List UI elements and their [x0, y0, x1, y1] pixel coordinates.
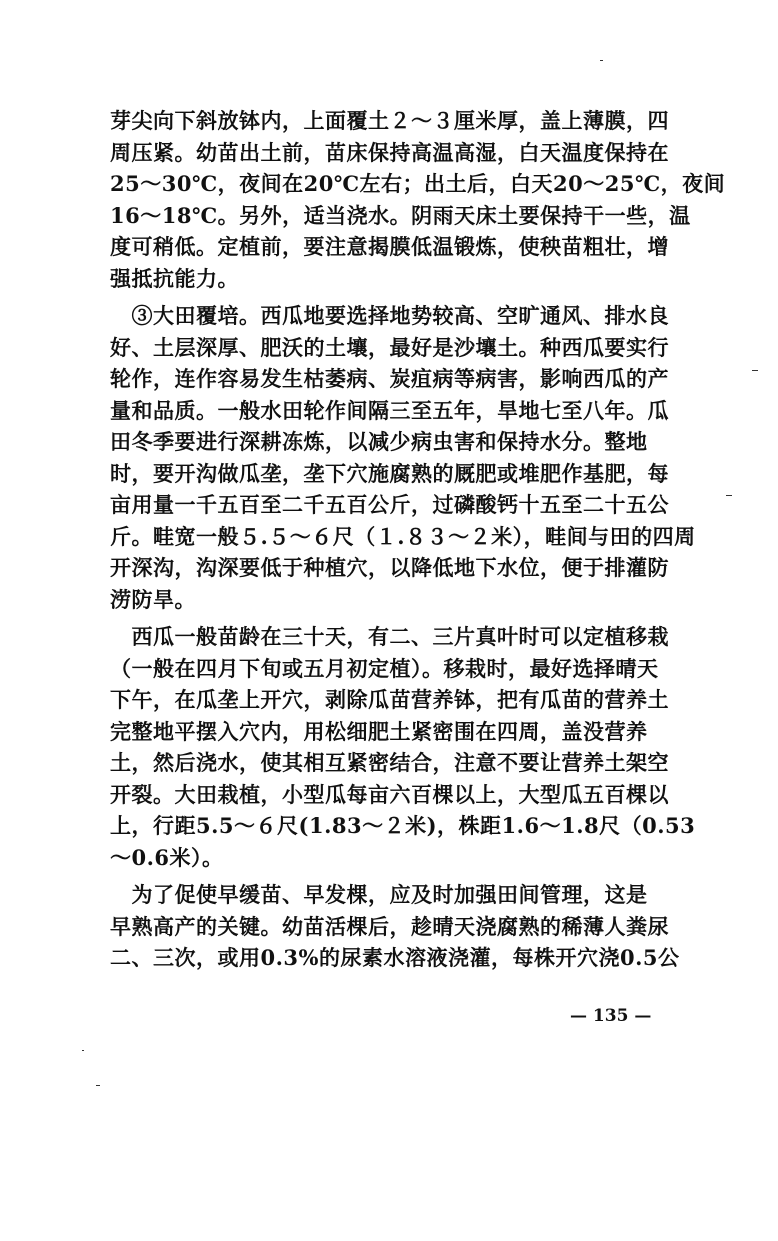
scan-speck [752, 370, 758, 371]
paragraph-seedling-care [110, 105, 726, 294]
text-line: 早熟高产的关键。幼苗活棵后，趁晴天浇腐熟的稀薄人粪尿 [110, 913, 669, 939]
page-number: — 135 — [570, 1006, 652, 1026]
text-line: 西瓜一般苗龄在三十天，有二、三片真叶时可以定植移栽 [110, 624, 669, 649]
text-line: 完整地平摆入穴内，用松细肥土紧密围在四周，盖没营养 [110, 718, 648, 744]
text-line: 亩用量一千五百至二千五百公斤，过磷酸钙十五至二十五公 [110, 492, 669, 517]
text-line: 轮作，连作容易发生枯萎病、炭疽病等病害，影响西瓜的产 [110, 366, 669, 391]
text-line: 强抵抗能力。 [110, 265, 239, 291]
text-line: 开深沟，沟深要低于种植穴，以降低地下水位，便于排灌防 [110, 555, 669, 580]
text-line: 16～18℃。另外，适当浇水。阴雨天床土要保持干一些，温 [110, 202, 691, 228]
text-line: ～0.6米）。 [110, 844, 224, 870]
text-line: 时，要开沟做瓜垄，垄下穴施腐熟的厩肥或堆肥作基肥，每 [110, 460, 669, 486]
text-line: 下午，在瓜垄上开穴，剥除瓜苗营养钵，把有瓜苗的营养土 [110, 687, 669, 712]
text-line: 涝防旱。 [110, 586, 196, 612]
scan-speck [600, 60, 603, 61]
text-line: 25～30℃，夜间在20℃左右；出土后，白天20～25℃，夜间 [110, 171, 726, 196]
paragraph-field-cultivation [110, 300, 696, 615]
scan-speck [82, 1050, 84, 1051]
paragraph-field-management [110, 879, 682, 974]
text-line: 为了促使早缓苗、早发棵，应及时加强田间管理，这是 [110, 882, 648, 907]
text-line: 上，行距5.5～６尺(1.83～２米)，株距1.6～1.8尺（0.53 [110, 813, 696, 838]
text-line: 田冬季要进行深耕冻炼，以减少病虫害和保持水分。整地 [110, 429, 648, 454]
text-line: 二、三次，或用0.3%的尿素水溶液浇灌，每株开穴浇0.5公 [110, 945, 680, 970]
text-line: 量和品质。一般水田轮作间隔三至五年，旱地七至八年。瓜 [110, 397, 669, 423]
scan-speck [726, 495, 732, 496]
text-line: 度可稍低。定植前，要注意揭膜低温锻炼，使秧苗粗壮，增 [110, 234, 669, 259]
text-line: 开裂。大田栽植，小型瓜每亩六百棵以上，大型瓜五百棵以 [110, 781, 669, 807]
text-line: 芽尖向下斜放钵内，上面覆土２～３厘米厚，盖上薄膜，四 [110, 108, 669, 133]
paragraph-transplanting [110, 621, 696, 873]
text-line: 土，然后浇水，使其相互紧密结合，注意不要让营养土架空 [110, 750, 669, 775]
text-line: ③大田覆培。西瓜地要选择地势较高、空旷通风、排水良 [110, 303, 669, 328]
text-line: 斤。畦宽一般５.５～６尺（１.８３～２米），畦间与田的四周 [110, 523, 696, 549]
page-body [110, 105, 726, 974]
text-line: 好、土层深厚、肥沃的土壤，最好是沙壤土。种西瓜要实行 [110, 334, 669, 360]
scan-speck [96, 1085, 100, 1086]
text-line: （一般在四月下旬或五月初定植）。移栽时，最好选择晴天 [110, 655, 659, 681]
text-line: 周压紧。幼苗出土前，苗床保持高温高湿，白天温度保持在 [110, 139, 669, 165]
